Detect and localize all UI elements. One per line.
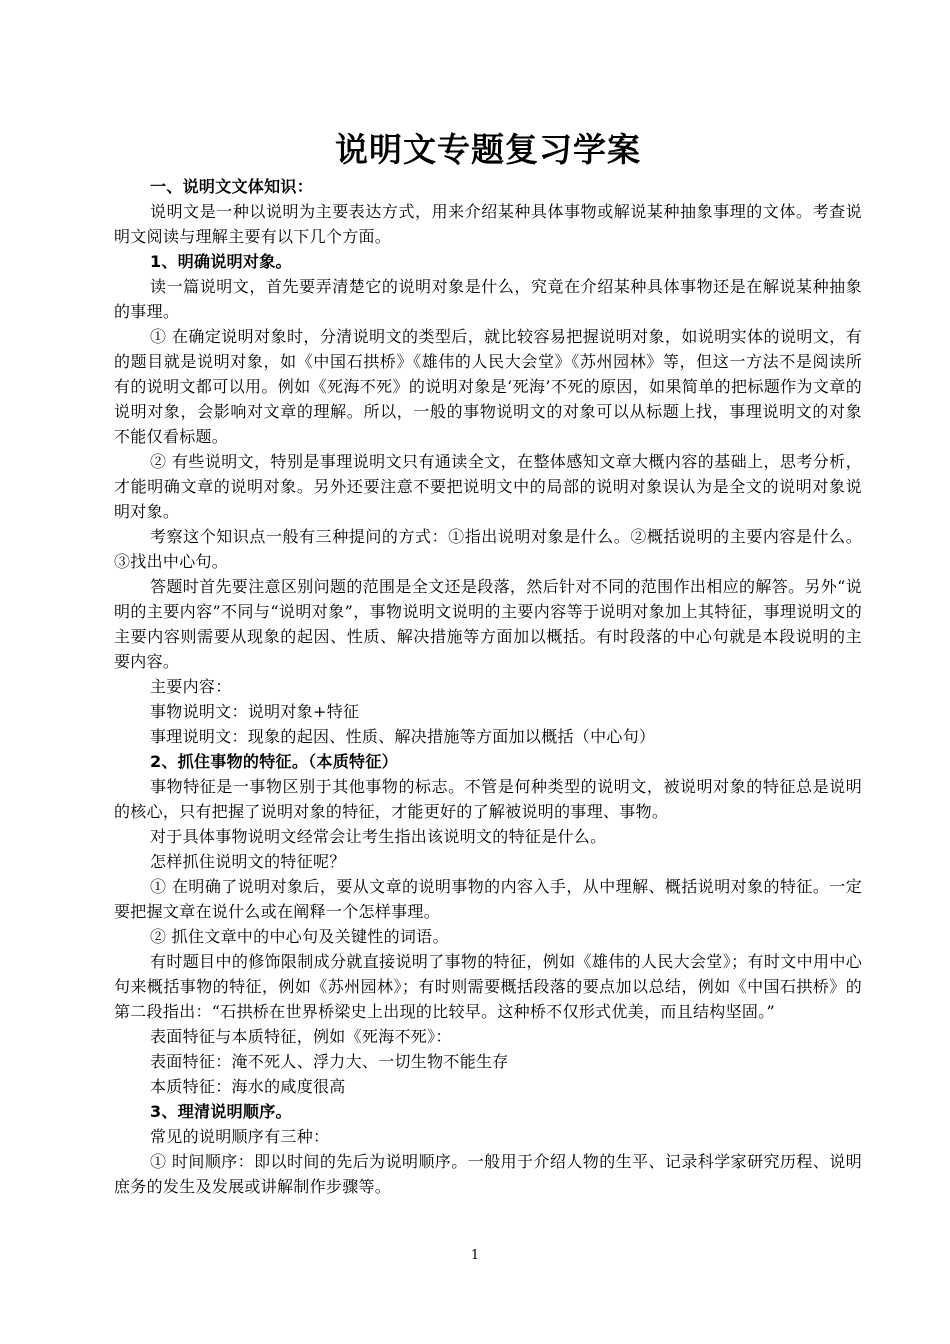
- paragraph: 读一篇说明文，首先要弄清楚它的说明对象是什么，究竟在介绍某种具体事物还是在解说某种抽象的事理。: [114, 277, 862, 321]
- paragraph: 常见的说明顺序有三种：: [150, 1127, 330, 1146]
- section-heading: 1、明确说明对象。: [150, 252, 292, 271]
- paragraph: 答题时首先要注意区别问题的范围是全文还是段落，然后针对不同的范围作出相应的解答。另外“说明的主要内容”不同与“说明对象”，事物说明文说明的主要内容等于说明对象加上其特征，事理说明文的主要内容则需要从现象的起因、性质、解决措施等方面加以概括。有时段落的中心句就是本段说明的主要内容。: [114, 577, 862, 671]
- paragraph: 考察这个知识点一般有三种提问的方式：①指出说明对象是什么。②概括说明的主要内容是什么。③找出中心句。: [114, 527, 862, 571]
- document-body: [114, 174, 862, 1199]
- paragraph: 怎样抓住说明文的特征呢？: [150, 852, 346, 871]
- paragraph: 事物特征是一事物区别于其他事物的标志。不管是何种类型的说明文，被说明对象的特征总是说明的核心，只有把握了说明对象的特征，才能更好的了解被说明的事理、事物。: [114, 777, 862, 821]
- paragraph: 有时题目中的修饰限制成分就直接说明了事物的特征，例如《雄伟的人民大会堂》；有时文中用中心句来概括事物的特征，例如《苏州园林》；有时则需要概括段落的要点加以总结，例如《中国石拱桥》的第二段指出：“石拱桥在世界桥梁史上出现的比较早。这种桥不仅形式优美，而且结构坚固。”: [114, 952, 862, 1021]
- paragraph: ② 有些说明文，特别是事理说明文只有通读全文，在整体感知文章大概内容的基础上，思考分析，才能明确文章的说明对象。另外还要注意不要把说明文中的局部的说明对象误认为是全文的说明对象说明对象。: [114, 452, 862, 521]
- paragraph: ① 在确定说明对象时，分清说明文的类型后，就比较容易把握说明对象，如说明实体的说明文，有的题目就是说明对象，如《中国石拱桥》《雄伟的人民大会堂》《苏州园林》等，但这一方法不是阅读所有的说明文都可以用。例如《死海不死》的说明对象是‘死海’不死的原因，如果简单的把标题作为文章的说明对象，会影响对文章的理解。所以，一般的事物说明文的对象可以从标题上找，事理说明文的对象不能仅看标题。: [114, 327, 862, 446]
- paragraph: 说明文是一种以说明为主要表达方式，用来介绍某种具体事物或解说某种抽象事理的文体。考查说明文阅读与理解主要有以下几个方面。: [114, 202, 862, 246]
- paragraph: 对于具体事物说明文经常会让考生指出该说明文的特征是什么。: [150, 827, 607, 846]
- paragraph: 主要内容：: [150, 677, 232, 696]
- paragraph: 表面特征与本质特征，例如《死海不死》：: [150, 1027, 452, 1046]
- paragraph: 事理说明文：现象的起因、性质、解决措施等方面加以概括（中心句）: [150, 727, 656, 746]
- page-number: 1: [470, 1248, 480, 1263]
- paragraph: ② 抓住文章中的中心句及关键性的词语。: [150, 927, 449, 946]
- paragraph: 本质特征：海水的咸度很高: [150, 1077, 346, 1096]
- paragraph: 事物说明文：说明对象+特征: [150, 702, 360, 721]
- document-page: [114, 128, 862, 1199]
- document-title: 说明文专题复习学案: [335, 130, 641, 169]
- section-heading: 2、抓住事物的特征。（本质特征）: [150, 752, 398, 771]
- section-heading: 一、说明文文体知识：: [150, 177, 314, 196]
- paragraph: 表面特征：淹不死人、浮力大、一切生物不能生存: [150, 1052, 509, 1071]
- section-heading: 3、理清说明顺序。: [150, 1102, 292, 1121]
- paragraph: ① 在明确了说明对象后，要从文章的说明事物的内容入手，从中理解、概括说明对象的特征。一定要把握文章在说什么或在阐释一个怎样事理。: [114, 877, 862, 921]
- paragraph: ① 时间顺序：即以时间的先后为说明顺序。一般用于介绍人物的生平、记录科学家研究历程、说明庶务的发生及发展或讲解制作步骤等。: [114, 1152, 862, 1196]
